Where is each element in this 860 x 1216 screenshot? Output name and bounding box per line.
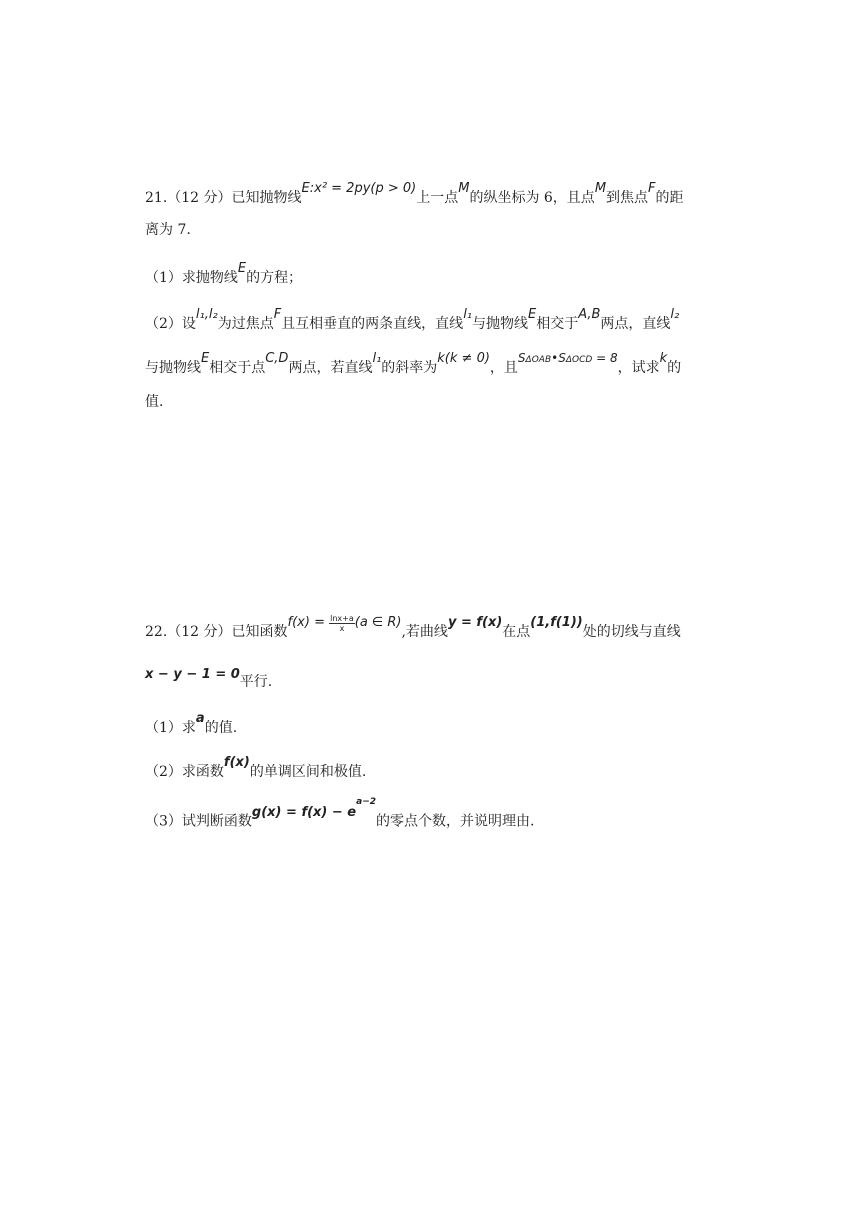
q21-part2-CD: C,D	[265, 351, 289, 366]
q22-text: 已知函数	[231, 624, 288, 640]
q21-text: 的纵坐标为 6，且点	[469, 190, 595, 206]
q21-number: 21.	[145, 190, 168, 206]
q21-part2-AB: A,B	[578, 307, 601, 322]
area-S: S	[558, 351, 566, 365]
q22-text: 在点	[502, 624, 531, 640]
q21-stem-line2	[145, 220, 191, 240]
q22-stem-line1	[145, 613, 681, 643]
q21-part2-line2	[145, 351, 682, 380]
q21-part2-text: ，且	[489, 360, 518, 376]
q22-number: 22.	[145, 624, 168, 640]
q22-fraction	[329, 614, 355, 633]
q21-parabola-formula: E:x² = 2py(p > 0)	[301, 181, 417, 196]
q21-focus-F: F	[648, 181, 656, 196]
q22-part1-a: a	[195, 711, 205, 726]
q21-part2-text: 的	[667, 360, 682, 376]
q22-part3-text: 的零点个数，并说明理由.	[376, 813, 535, 830]
q21-point-M: M	[458, 181, 470, 196]
area-S: S	[517, 351, 526, 365]
q21-part2-text: 相交于	[536, 316, 579, 332]
q21-part1-label: （1）求抛物线	[145, 270, 238, 286]
q22-part1-text: 的值.	[204, 720, 238, 736]
q22-part2-text: 的单调区间和极值.	[249, 764, 367, 780]
q21-part2-line1	[145, 307, 680, 335]
q21-text: 离为 7.	[145, 222, 191, 238]
q21-part2-text: 且互相垂直的两条直线，直线	[281, 316, 464, 332]
area-sub-OAB: ΔOAB	[525, 355, 552, 365]
q21-part2-label: （2）设	[145, 316, 196, 332]
q21-part2-text: ，试求	[617, 360, 660, 376]
q22-text: 处的切线与直线	[582, 624, 681, 640]
q21-part2-text: 的斜率为	[381, 360, 438, 376]
fraction-numerator: lnx+a	[330, 613, 354, 623]
q21-part2-text: 两点，若直线	[288, 360, 373, 376]
q22-curve: y = f(x)	[447, 615, 503, 630]
q21-part2-text: 与抛物线	[472, 316, 529, 332]
q21-part2-text: 两点，直线	[600, 316, 671, 332]
q22-part2-f: f(x)	[223, 755, 250, 770]
q21-text: 到焦点	[606, 190, 649, 206]
q22-function-f: f(x) =	[287, 615, 330, 630]
q21-part2-text: 值.	[145, 394, 164, 410]
q21-part1-E: E	[237, 261, 247, 276]
dot-operator: •	[551, 351, 559, 365]
q21-part2-k: k	[659, 351, 668, 366]
q21-part2-F: F	[273, 307, 282, 322]
q21-part2-l1: l₁	[372, 351, 382, 366]
q22-text: 平行.	[239, 674, 273, 690]
q21-part2-slope-k: k(k ≠ 0)	[437, 351, 490, 366]
q22-text: ,若曲线	[401, 624, 448, 640]
q21-part2-E: E	[201, 351, 210, 366]
area-equals: = 8	[592, 351, 618, 365]
q21-part2-line3	[145, 392, 163, 412]
q22-part3	[145, 797, 535, 833]
fraction-denominator: x	[339, 623, 345, 633]
q21-part2-l2: l₂	[670, 307, 680, 322]
q21-part2-area-product	[518, 351, 618, 365]
q21-point-M: M	[594, 181, 607, 196]
q21-part1-text: 的方程；	[246, 270, 303, 286]
q21-part2-l1: l₁	[463, 307, 473, 322]
q21-text: 上一点	[416, 190, 459, 206]
q22-part3-label: （3）试判断函数	[145, 813, 252, 830]
q21-part2-E: E	[528, 307, 537, 322]
q22-part1	[145, 711, 238, 739]
q21-stem-line1	[145, 181, 684, 209]
q21-part1	[145, 261, 303, 289]
q22-point: (1,f(1))	[530, 615, 583, 630]
q22-score: （12 分）	[167, 624, 232, 640]
q22-part3-g: g(x) = f(x) − e	[251, 804, 357, 820]
q22-domain: (a ∈ R)	[354, 615, 402, 630]
q22-part2-label: （2）求函数	[145, 764, 224, 780]
q22-line-equation: x − y − 1 = 0	[145, 667, 240, 682]
q22-part1-label: （1）求	[145, 720, 196, 736]
q21-score: （12 分）	[167, 190, 232, 206]
q22-part3-exponent: a−2	[356, 797, 377, 807]
q22-stem-line2	[145, 667, 273, 693]
q21-text: 的距	[655, 190, 684, 206]
q21-part2-text: 与抛物线	[145, 360, 201, 376]
q21-text: 已知抛物线	[231, 190, 302, 206]
area-sub-OCD: ΔOCD	[565, 355, 593, 365]
q22-part2	[145, 755, 367, 783]
q21-part2-text: 相交于点	[209, 360, 266, 376]
q21-part2-l1l2: l₁,l₂	[195, 307, 218, 322]
q21-part2-text: 为过焦点	[217, 316, 274, 332]
